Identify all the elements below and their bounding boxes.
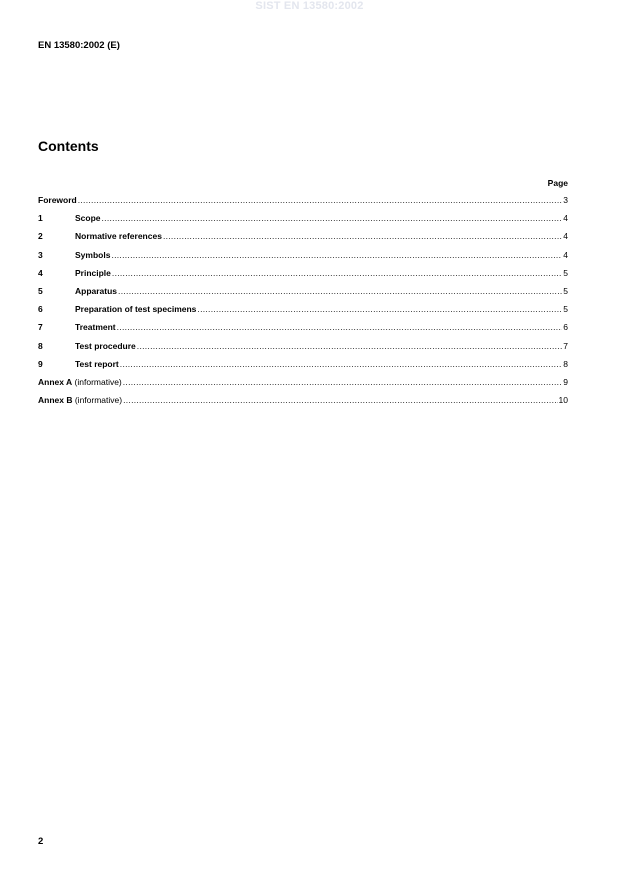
toc-leader-dots: [78, 195, 563, 205]
toc-entry-page: 4: [563, 249, 568, 260]
toc-leader-dots: [118, 286, 562, 296]
watermark: SIST EN 13580:2002: [255, 0, 364, 12]
toc-entry-title: Scope: [75, 213, 101, 224]
toc-entry-page: 3: [563, 195, 568, 205]
toc-entry-test-procedure[interactable]: [38, 341, 568, 359]
toc-entry-title: Symbols: [75, 249, 111, 260]
toc-entry-title: Normative references: [75, 231, 162, 242]
toc-entry-number: 4: [38, 267, 43, 278]
toc-entry-number: 5: [38, 285, 43, 296]
toc-entry-title: Treatment: [75, 322, 116, 333]
toc-entry-scope[interactable]: [38, 213, 568, 231]
page-number: 2: [38, 836, 44, 847]
toc-entry-symbols[interactable]: [38, 250, 568, 268]
toc-leader-dots: [112, 268, 562, 278]
toc-entry-title: Annex A (informative): [38, 376, 122, 387]
document-id: EN 13580:2002 (E): [38, 40, 120, 51]
contents-title: Contents: [38, 138, 99, 154]
toc-entry-page: 4: [563, 231, 568, 242]
toc-entry-number: 6: [38, 304, 43, 315]
toc-entry-annex-b[interactable]: [38, 395, 568, 413]
toc-entry-preparation-of-test-specimens[interactable]: [38, 304, 568, 322]
toc-entry-number: 2: [38, 231, 43, 242]
toc-leader-dots: [137, 341, 562, 351]
toc-entry-title: Apparatus: [75, 285, 118, 296]
toc-leader-dots: [197, 304, 562, 314]
toc-leader-dots: [163, 231, 562, 241]
toc-entry-annex-a[interactable]: [38, 377, 568, 395]
toc-entry-title: Test report: [75, 358, 119, 369]
toc-entry-title: Foreword: [38, 195, 77, 205]
toc-entry-number: 9: [38, 358, 43, 369]
toc-entry-test-report[interactable]: [38, 359, 568, 377]
toc-leader-dots: [117, 322, 563, 332]
toc-entry-page: 9: [563, 376, 568, 387]
toc-entry-foreword[interactable]: [38, 195, 568, 213]
table-of-contents: [38, 195, 568, 413]
toc-entry-number: 8: [38, 340, 43, 351]
toc-entry-title: Test procedure: [75, 340, 136, 351]
toc-leader-dots: [111, 250, 562, 260]
toc-entry-number: 3: [38, 249, 43, 260]
toc-entry-page: 8: [563, 358, 568, 369]
toc-entry-title: Annex B (informative): [38, 395, 123, 406]
toc-entry-normative-references[interactable]: [38, 231, 568, 249]
toc-entry-treatment[interactable]: [38, 322, 568, 340]
toc-entry-apparatus[interactable]: [38, 286, 568, 304]
toc-leader-dots: [120, 359, 562, 369]
toc-entry-page: 5: [563, 285, 568, 296]
toc-leader-dots: [102, 213, 563, 223]
toc-entry-number: 7: [38, 322, 43, 333]
toc-entry-title: Principle: [75, 267, 111, 278]
toc-entry-number: 1: [38, 213, 43, 224]
toc-entry-page: 10: [558, 395, 568, 406]
toc-entry-title: Preparation of test specimens: [75, 304, 197, 315]
toc-entry-page: 5: [563, 304, 568, 315]
toc-entry-page: 4: [563, 213, 568, 224]
page-column-heading: Page: [547, 178, 568, 188]
toc-entry-page: 5: [563, 267, 568, 278]
toc-entry-page: 6: [563, 322, 568, 333]
toc-leader-dots: [123, 395, 557, 405]
toc-entry-page: 7: [563, 340, 568, 351]
toc-entry-principle[interactable]: [38, 268, 568, 286]
toc-leader-dots: [123, 377, 563, 387]
